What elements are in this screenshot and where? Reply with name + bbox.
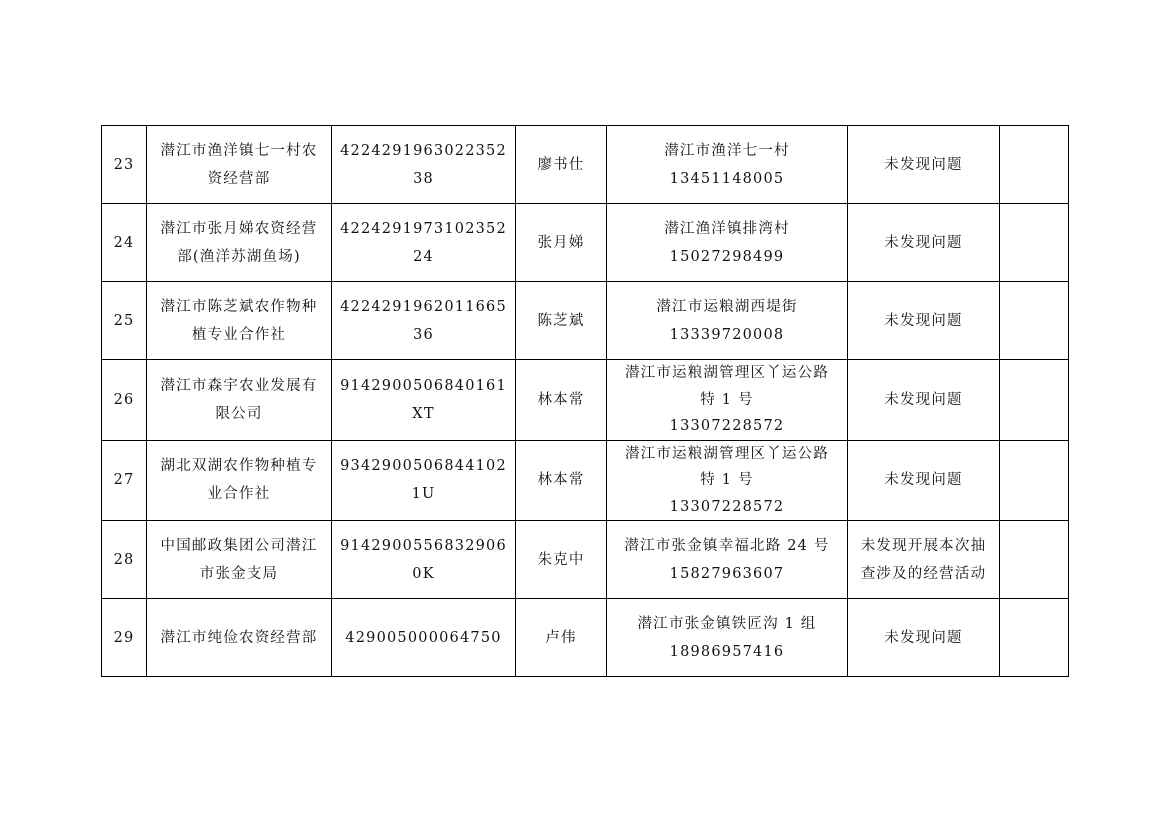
phone-line: 15827963607: [669, 565, 785, 582]
inspection-result: 未发现问题: [848, 204, 1000, 282]
registration-code: 422429196302235238: [332, 126, 516, 204]
inspection-result: 未发现问题: [848, 282, 1000, 360]
row-number: 27: [102, 440, 147, 521]
registration-code: 91429005568329060K: [332, 521, 516, 599]
row-number: 23: [102, 126, 147, 204]
address-line: 潜江市运粮湖管理区丫运公路: [624, 365, 830, 381]
table-row: [102, 521, 1069, 599]
business-name: 潜江市纯俭农资经营部: [147, 599, 332, 677]
business-name: 潜江市张月娣农资经营部(渔洋苏湖鱼场): [147, 204, 332, 282]
business-name: 湖北双湖农作物种植专业合作社: [147, 440, 332, 521]
registration-code: 93429005068441021U: [332, 440, 516, 521]
phone-line: 15027298499: [669, 248, 785, 265]
remark-cell: [1000, 282, 1069, 360]
legal-representative: 卢伟: [516, 599, 607, 677]
registration-code: 9142900506840161XT: [332, 360, 516, 441]
row-number: 29: [102, 599, 147, 677]
inspection-result: 未发现问题: [848, 126, 1000, 204]
remark-cell: [1000, 440, 1069, 521]
business-name: 潜江市渔洋镇七一村农资经营部: [147, 126, 332, 204]
legal-representative: 张月娣: [516, 204, 607, 282]
phone-line: 18986957416: [669, 643, 785, 660]
address-line: 特 1 号: [700, 391, 754, 408]
address-phone: [607, 204, 848, 282]
address-phone: [607, 282, 848, 360]
address-line: 潜江市运粮湖西堤街: [656, 298, 798, 315]
remark-cell: [1000, 521, 1069, 599]
legal-representative: 林本常: [516, 360, 607, 441]
registration-code: 422429197310235224: [332, 204, 516, 282]
address-phone: [607, 599, 848, 677]
inspection-result: 未发现开展本次抽查涉及的经营活动: [848, 521, 1000, 599]
address-phone: [607, 360, 848, 441]
legal-representative: 廖书仕: [516, 126, 607, 204]
row-number: 26: [102, 360, 147, 441]
phone-line: 13307228572: [669, 418, 785, 434]
inspection-records-table: [101, 125, 1069, 677]
address-line: 潜江市运粮湖管理区丫运公路: [624, 445, 830, 462]
table-row: [102, 282, 1069, 360]
remark-cell: [1000, 599, 1069, 677]
table-row: [102, 126, 1069, 204]
business-name: 潜江市森宇农业发展有限公司: [147, 360, 332, 441]
row-number: 25: [102, 282, 147, 360]
remark-cell: [1000, 360, 1069, 441]
legal-representative: 朱克中: [516, 521, 607, 599]
address-line: 特 1 号: [700, 472, 754, 488]
phone-line: 13339720008: [669, 326, 785, 343]
address-phone: [607, 521, 848, 599]
address-phone: [607, 440, 848, 521]
address-line: 潜江市张金镇铁匠沟 1 组: [637, 615, 817, 632]
inspection-result: 未发现问题: [848, 599, 1000, 677]
row-number: 24: [102, 204, 147, 282]
legal-representative: 林本常: [516, 440, 607, 521]
table-row: [102, 440, 1069, 521]
business-name: 潜江市陈芝斌农作物种植专业合作社: [147, 282, 332, 360]
address-line: 潜江市张金镇幸福北路 24 号: [624, 537, 830, 554]
remark-cell: [1000, 126, 1069, 204]
legal-representative: 陈芝斌: [516, 282, 607, 360]
registration-code: 422429196201166536: [332, 282, 516, 360]
address-phone: [607, 126, 848, 204]
table-row: [102, 360, 1069, 441]
phone-line: 13451148005: [669, 170, 785, 187]
address-line: 潜江市渔洋七一村: [664, 142, 790, 159]
address-line: 潜江渔洋镇排湾村: [664, 220, 790, 237]
phone-line: 13307228572: [669, 498, 785, 515]
business-name: 中国邮政集团公司潜江市张金支局: [147, 521, 332, 599]
row-number: 28: [102, 521, 147, 599]
table-row: [102, 204, 1069, 282]
registration-code: 429005000064750: [332, 599, 516, 677]
remark-cell: [1000, 204, 1069, 282]
table-row: [102, 599, 1069, 677]
inspection-result: 未发现问题: [848, 360, 1000, 441]
inspection-result: 未发现问题: [848, 440, 1000, 521]
